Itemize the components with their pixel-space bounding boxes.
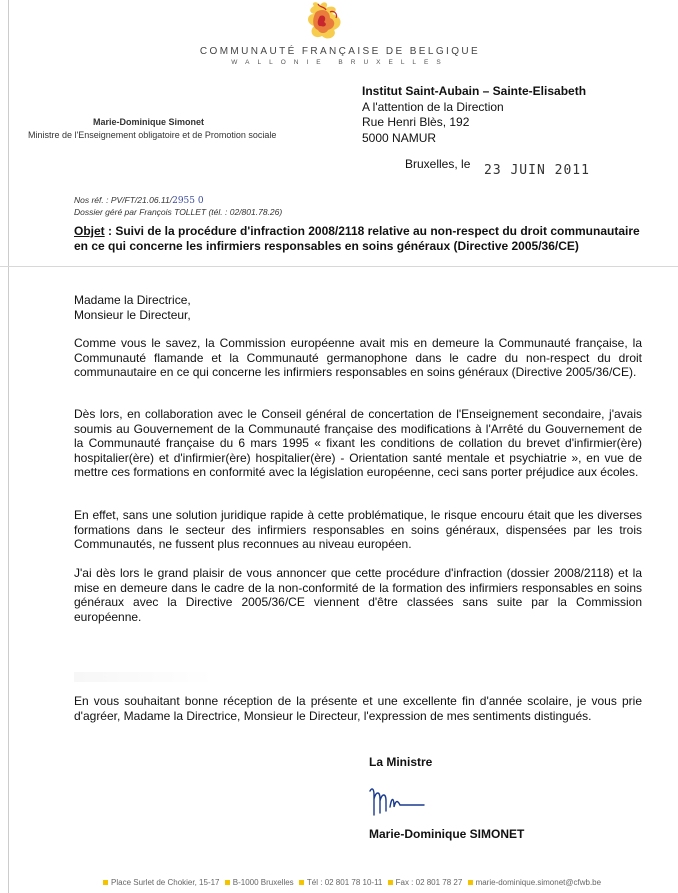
paper-fold-line bbox=[0, 266, 678, 267]
recipient-city: 5000 NAMUR bbox=[362, 130, 437, 145]
paragraph-5: En vous souhaitant bonne réception de la présente et une excellente fin d'année scolaire, je vous prie d'agréer, Madame la Directrice, Monsieur le Directeur, l'expression de mes sentiments distingués. bbox=[74, 694, 642, 723]
bullet-square-icon bbox=[468, 880, 473, 885]
paragraph-3: En effet, sans une solution juridique rapide à cette problématique, le risque encouru était que les diverses formations dans le secteur des infirmiers responsables en soins généraux, dispensées par les trois Communautés, ne fussent plus reconnues au niveau européen. bbox=[74, 508, 642, 552]
org-regions: WALLONIE BRUXELLES bbox=[231, 59, 449, 66]
sender-role: Ministre de l'Enseignement obligatoire et de Promotion sociale bbox=[28, 130, 277, 140]
bullet-square-icon bbox=[299, 880, 304, 885]
bullet-square-icon bbox=[225, 880, 230, 885]
handwritten-reference: 2955 0 bbox=[172, 196, 204, 206]
paragraph-2: Dès lors, en collaboration avec le Conseil général de concertation de l'Enseignement secondaire, j'avais soumis au Gouvernement de la Communauté française des modifications à l'Arrêté du Gouvernement de la Communauté française du 6 mars 1995 « fixant les conditions de collation du brevet d'infirmier(ère) hospitalier(ère) et d'infirmier(ère) hospitalier(ère) - Orientation santé mentale et psychiatrie », en vue de mettre ces formations en conformité avec la législation européenne, ceci sans porter préjudice aux écoles. bbox=[74, 407, 642, 480]
subject-label: Objet bbox=[74, 224, 105, 238]
recipient-address bbox=[362, 84, 586, 146]
footer-tel: Tél : 02 801 78 10-11 bbox=[306, 878, 383, 887]
bullet-square-icon bbox=[103, 880, 108, 885]
faded-mark bbox=[74, 672, 214, 682]
footer-email[interactable]: marie-dominique.simonet@cfwb.be bbox=[475, 878, 602, 887]
subject-line bbox=[74, 224, 644, 253]
closing-title: La Ministre bbox=[369, 755, 433, 769]
rooster-logo-icon bbox=[300, 0, 354, 44]
reference-number: Nos réf. : PV/FT/21.06.11/ bbox=[74, 195, 173, 205]
recipient-street: Rue Henri Blès, 192 bbox=[362, 115, 470, 129]
dossier-handler: Dossier géré par François TOLLET (tél. : 02/801.78.26) bbox=[74, 207, 283, 217]
salutation-line-1: Madame la Directrice, bbox=[74, 293, 191, 307]
salutation bbox=[74, 293, 642, 322]
date-place: Bruxelles, le bbox=[405, 157, 471, 171]
reference-block bbox=[74, 195, 282, 218]
subject-text: : Suivi de la procédure d'infraction 2008/2118 relative au non-respect du droit communautaire en ce qui concerne les infirmiers responsables en soins généraux (Directive 2005/36/CE) bbox=[74, 224, 640, 253]
salutation-line-2: Monsieur le Directeur, bbox=[74, 307, 191, 322]
footer-contact bbox=[100, 878, 601, 887]
recipient-institution: Institut Saint-Aubain – Sainte-Elisabeth bbox=[362, 84, 587, 98]
bullet-square-icon bbox=[388, 880, 393, 885]
paragraph-4: J'ai dès lors le grand plaisir de vous annoncer que cette procédure d'infraction (dossier 2008/2118) et la mise en demeure dans le cadre de la non-conformité de la formation des infirmiers responsables en soins généraux avec la Directive 2005/36/CE viennent d'être classées sans suite par la Commission européenne. bbox=[74, 566, 642, 624]
recipient-attention: A l'attention de la Direction bbox=[362, 99, 504, 114]
page-edge-line bbox=[8, 0, 9, 893]
org-name: COMMUNAUTÉ FRANÇAISE DE BELGIQUE bbox=[199, 46, 481, 57]
footer-fax: Fax : 02 801 78 27 bbox=[395, 878, 463, 887]
signatory-name: Marie-Dominique SIMONET bbox=[369, 827, 525, 841]
date-stamp: 23 JUIN 2011 bbox=[484, 163, 590, 178]
sender-name: Marie-Dominique Simonet bbox=[93, 117, 205, 127]
footer-address: Place Surlet de Chokier, 15-17 bbox=[111, 878, 220, 887]
paragraph-1: Comme vous le savez, la Commission européenne avait mis en demeure la Communauté française, la Communauté flamande et la Communauté germanophone dans le cadre du non-respect du droit communautaire en ce qui concerne les infirmiers responsables en soins généraux (Directive 2005/36/CE). bbox=[74, 336, 642, 380]
footer-postal: B-1000 Bruxelles bbox=[232, 878, 294, 887]
handwritten-signature bbox=[368, 777, 438, 821]
